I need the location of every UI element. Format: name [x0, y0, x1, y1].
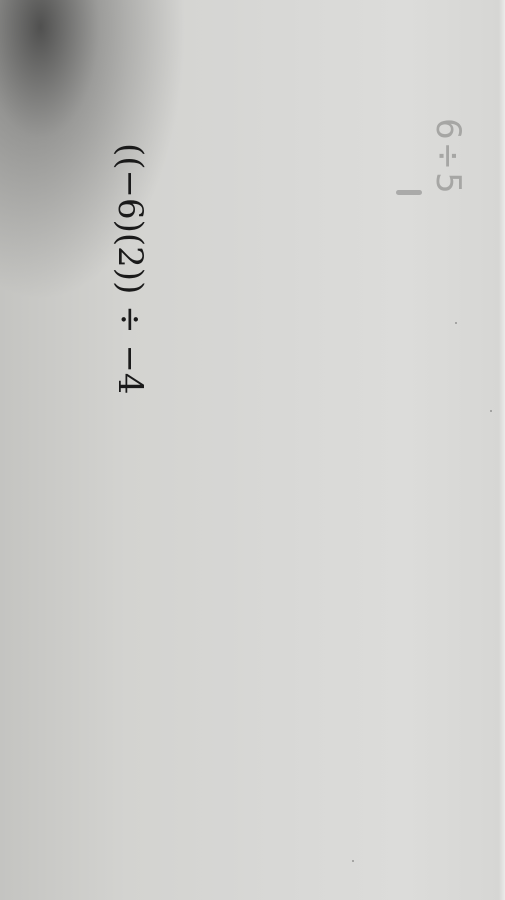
handwritten-mark	[396, 190, 422, 195]
paper-speck	[455, 322, 457, 324]
paper-speck	[490, 410, 492, 412]
paper-speck	[352, 860, 354, 862]
handwritten-note: 6÷5	[428, 118, 468, 196]
math-problem: ((−6)(2)) ÷ −4	[110, 143, 150, 395]
paper-edge	[499, 0, 505, 900]
